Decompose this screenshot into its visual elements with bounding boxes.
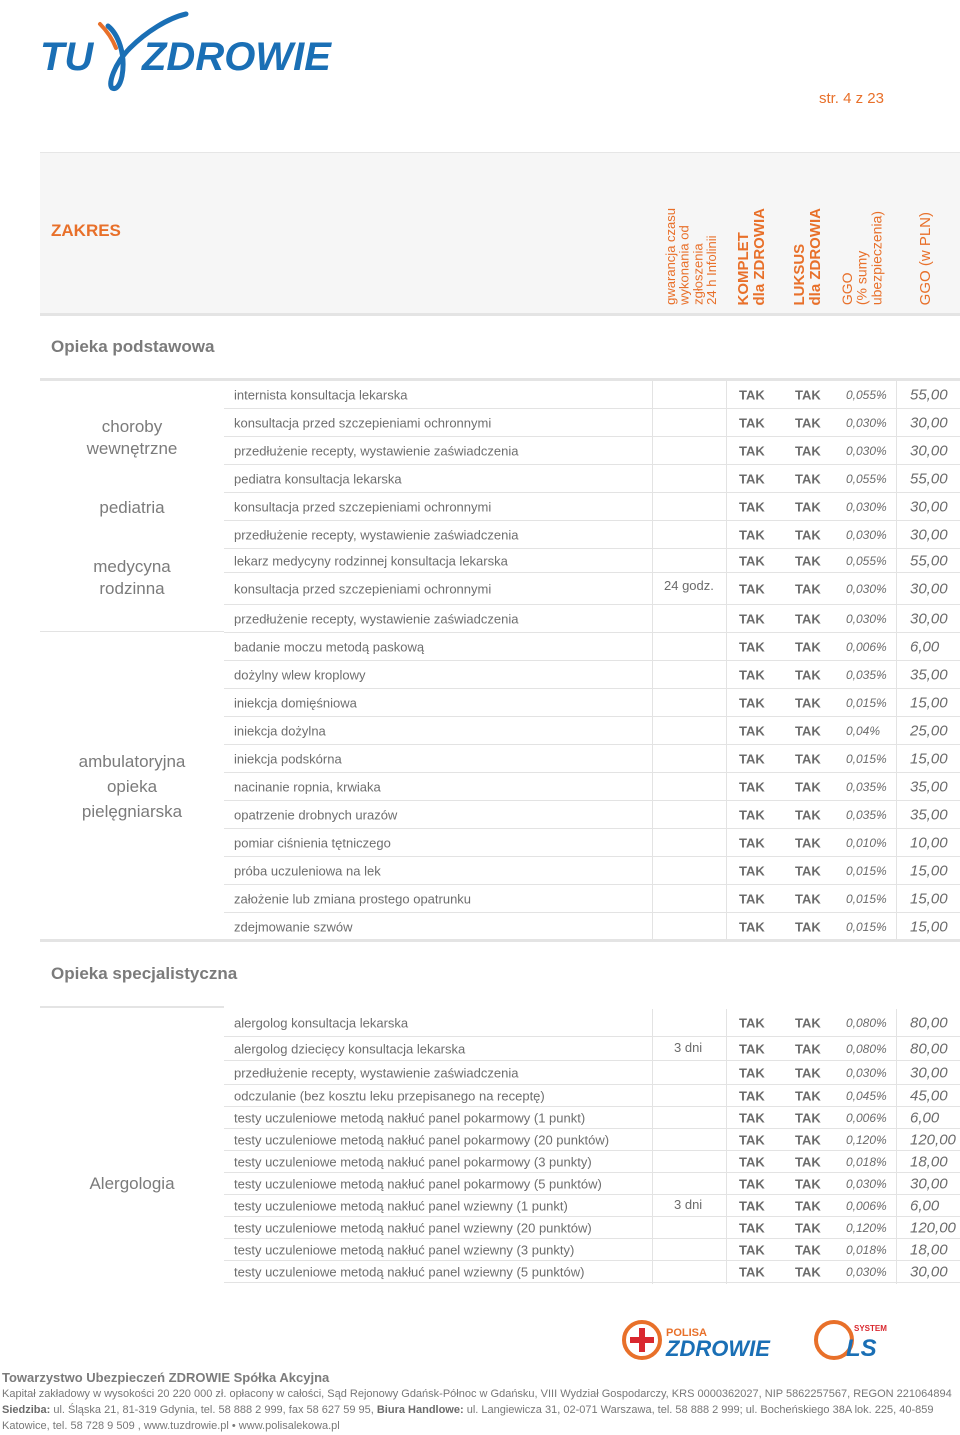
ggo-percent-value: 0,030%	[846, 1264, 887, 1279]
komplet-value: TAK	[739, 919, 765, 934]
ggo-percent-value: 0,006%	[846, 1110, 887, 1125]
section-title-specialist: Opieka specjalistyczna	[51, 964, 238, 983]
service-name: założenie lub zmiana prostego opatrunku	[234, 891, 472, 906]
ggo-percent-value: 0,030%	[846, 581, 887, 596]
table-row	[224, 605, 960, 633]
column-separator	[652, 1009, 653, 1284]
col-header-ggo-percent-line: GGO	[839, 272, 855, 305]
komplet-value: TAK	[739, 779, 765, 794]
group-label-nursing	[40, 749, 224, 824]
ggo-percent-value: 0,080%	[846, 1041, 887, 1056]
col-header-komplet	[736, 208, 768, 306]
ggo-percent-value: 0,035%	[846, 807, 887, 822]
ggo-pln-value: 15,00	[910, 862, 948, 879]
column-separator	[896, 381, 897, 939]
ggo-pln-value: 35,00	[910, 666, 948, 683]
service-name: przedłużenie recepty, wystawienie zaświadczenia	[234, 611, 519, 626]
table-row	[224, 1037, 960, 1061]
ggo-pln-value: 30,00	[910, 1064, 948, 1081]
col-header-luksus	[792, 208, 824, 306]
table-row	[224, 1261, 960, 1283]
ggo-pln-value: 15,00	[910, 694, 948, 711]
luksus-value: TAK	[795, 387, 821, 402]
komplet-value: TAK	[739, 1242, 765, 1257]
col-header-luksus-line: LUKSUS	[791, 243, 808, 305]
ggo-percent-value: 0,030%	[846, 527, 887, 542]
service-name: przedłużenie recepty, wystawienie zaświadczenia	[234, 527, 519, 542]
time-value-special-1: 3 dni	[674, 1040, 703, 1055]
service-name: testy uczuleniowe metodą nakłuć panel wziewny (5 punktów)	[234, 1264, 585, 1279]
col-header-guarantee-line: gwarancja czasu	[663, 208, 678, 305]
service-name: testy uczuleniowe metodą nakłuć panel pokarmowy (1 punkt)	[234, 1110, 586, 1125]
luksus-value: TAK	[795, 695, 821, 710]
komplet-value: TAK	[739, 667, 765, 682]
section-divider	[40, 1006, 224, 1008]
footer-siedziba-value: ul. Śląska 21, 81-319 Gdynia, tel. 58 888 2 999, fax 58 627 59 95,	[50, 1404, 377, 1416]
table-row	[224, 1217, 960, 1239]
ggo-pln-value: 80,00	[910, 1014, 948, 1031]
service-name: pomiar ciśnienia tętniczego	[234, 835, 391, 850]
luksus-value: TAK	[795, 891, 821, 906]
table-row	[224, 829, 960, 857]
ggo-percent-value: 0,006%	[846, 1198, 887, 1213]
service-name: iniekcja podskórna	[234, 751, 342, 766]
table-row	[224, 773, 960, 801]
column-separator	[896, 1009, 897, 1284]
ggo-percent-value: 0,030%	[846, 611, 887, 626]
komplet-value: TAK	[739, 1015, 765, 1030]
footer-company: Towarzystwo Ubezpieczeń ZDROWIE Spółka Akcyjna	[2, 1370, 330, 1385]
table-row	[224, 1061, 960, 1085]
ggo-pln-value: 15,00	[910, 890, 948, 907]
luksus-value: TAK	[795, 1110, 821, 1125]
komplet-value: TAK	[739, 415, 765, 430]
group-label-line: ambulatoryjna	[78, 752, 186, 771]
komplet-value: TAK	[739, 723, 765, 738]
service-name: badanie moczu metodą paskową	[234, 639, 425, 654]
ggo-pln-value: 55,00	[910, 552, 948, 569]
service-name: odczulanie (bez kosztu leku przepisanego na receptę)	[234, 1088, 545, 1103]
footer-line-3: Katowice, tel. 58 728 9 509 , www.tuzdrowie.pl • www.polisalekowa.pl	[2, 1420, 340, 1432]
komplet-value: TAK	[739, 1110, 765, 1125]
ggo-percent-value: 0,055%	[846, 387, 887, 402]
service-name: konsultacja przed szczepieniami ochronnymi	[234, 581, 492, 596]
group-label-line: wewnętrzne	[86, 439, 178, 458]
section-divider	[40, 939, 960, 942]
luksus-value: TAK	[795, 581, 821, 596]
ggo-percent-value: 0,045%	[846, 1088, 887, 1103]
ggo-percent-value: 0,030%	[846, 415, 887, 430]
group-label-line: rodzinna	[99, 579, 165, 598]
ggo-percent-value: 0,018%	[846, 1242, 887, 1257]
logo-text-tu: TU	[40, 35, 94, 79]
group-label-family	[40, 556, 224, 600]
komplet-value: TAK	[739, 835, 765, 850]
luksus-value: TAK	[795, 415, 821, 430]
service-name: pediatra konsultacja lekarska	[234, 471, 402, 486]
ggo-pln-value: 80,00	[910, 1040, 948, 1057]
ggo-percent-value: 0,015%	[846, 695, 887, 710]
ggo-pln-value: 30,00	[910, 414, 948, 431]
table-row	[224, 521, 960, 549]
ggo-pln-value: 30,00	[910, 526, 948, 543]
service-name: lekarz medycyny rodzinnej konsultacja lekarska	[234, 553, 508, 568]
luksus-value: TAK	[795, 1154, 821, 1169]
service-name: konsultacja przed szczepieniami ochronnymi	[234, 415, 492, 430]
komplet-value: TAK	[739, 1065, 765, 1080]
luksus-value: TAK	[795, 919, 821, 934]
komplet-value: TAK	[739, 471, 765, 486]
ggo-pln-value: 45,00	[910, 1087, 948, 1104]
table-row	[224, 1129, 960, 1151]
logo-polisa-small: POLISA	[666, 1327, 707, 1339]
ggo-percent-value: 0,035%	[846, 667, 887, 682]
col-header-guarantee-line: zgłoszenia	[690, 243, 706, 305]
group-label-internal	[40, 416, 224, 460]
luksus-value: TAK	[795, 1220, 821, 1235]
ggo-pln-value: 25,00	[910, 722, 948, 739]
ggo-percent-value: 0,030%	[846, 443, 887, 458]
luksus-value: TAK	[795, 723, 821, 738]
polisa-cross-icon	[630, 1337, 654, 1343]
luksus-value: TAK	[795, 1065, 821, 1080]
service-name: testy uczuleniowe metodą nakłuć panel pokarmowy (3 punkty)	[234, 1154, 592, 1169]
ggo-percent-value: 0,030%	[846, 1176, 887, 1191]
logo-polisa-big: ZDROWIE	[666, 1336, 770, 1361]
col-header-ggo-pln-line: GGO (w PLN)	[917, 211, 934, 305]
ggo-pln-value: 120,00	[910, 1219, 956, 1236]
table-row	[224, 573, 960, 605]
service-name: testy uczuleniowe metodą nakłuć panel wziewny (3 punkty)	[234, 1242, 575, 1257]
table-row	[224, 913, 960, 941]
col-header-ggo-pln	[918, 212, 934, 305]
col-header-ggo-percent-line: (% sumy	[853, 250, 870, 305]
luksus-value: TAK	[795, 553, 821, 568]
table-row	[224, 1107, 960, 1129]
ggo-pln-value: 10,00	[910, 834, 948, 851]
service-name: zdejmowanie szwów	[234, 919, 353, 934]
ggo-pln-value: 18,00	[910, 1153, 948, 1170]
luksus-value: TAK	[795, 1088, 821, 1103]
service-name: alergolog dziecięcy konsultacja lekarska	[234, 1041, 466, 1056]
table-row	[224, 689, 960, 717]
komplet-value: TAK	[739, 1198, 765, 1213]
footer-siedziba-label: Siedziba:	[2, 1404, 51, 1416]
footer	[2, 1370, 958, 1434]
luksus-value: TAK	[795, 835, 821, 850]
group-label-line: medycyna	[93, 557, 171, 576]
col-header-guarantee-line: wykonania od	[676, 225, 692, 305]
ggo-pln-value: 30,00	[910, 580, 948, 597]
ggo-pln-value: 15,00	[910, 750, 948, 767]
ggo-percent-value: 0,120%	[846, 1132, 887, 1147]
luksus-value: TAK	[795, 1132, 821, 1147]
komplet-value: TAK	[739, 891, 765, 906]
group-label-allergology: Alergologia	[89, 1174, 175, 1193]
col-header-guarantee-time	[664, 208, 719, 305]
komplet-value: TAK	[739, 581, 765, 596]
table-row	[224, 381, 960, 409]
komplet-value: TAK	[739, 639, 765, 654]
ggo-percent-value: 0,015%	[846, 751, 887, 766]
luksus-value: TAK	[795, 1015, 821, 1030]
table-row	[224, 465, 960, 493]
ggo-percent-value: 0,080%	[846, 1015, 887, 1030]
col-header-ggo-percent	[840, 211, 884, 305]
service-name: internista konsultacja lekarska	[234, 387, 408, 402]
ggo-percent-value: 0,055%	[846, 471, 887, 486]
komplet-value: TAK	[739, 1220, 765, 1235]
ggo-percent-value: 0,015%	[846, 863, 887, 878]
tu-zdrowie-logo-graphic	[38, 4, 368, 94]
time-value-basic: 24 godz.	[664, 578, 714, 593]
logo-ls-big: LS	[846, 1335, 877, 1362]
luksus-value: TAK	[795, 1264, 821, 1279]
table-row	[224, 1151, 960, 1173]
ggo-percent-value: 0,04%	[846, 723, 881, 738]
ggo-pln-value: 30,00	[910, 610, 948, 627]
column-separator	[652, 381, 653, 939]
ggo-percent-value: 0,006%	[846, 639, 887, 654]
col-header-ggo-percent-line: ubezpieczenia)	[868, 210, 885, 305]
komplet-value: TAK	[739, 751, 765, 766]
table-row	[224, 409, 960, 437]
group-label-line: pielęgniarska	[81, 802, 183, 821]
komplet-value: TAK	[739, 1041, 765, 1056]
service-name: dożylny wlew kroplowy	[234, 667, 366, 682]
ggo-percent-value: 0,018%	[846, 1154, 887, 1169]
service-name: nacinanie ropnia, krwiaka	[234, 779, 381, 794]
komplet-value: TAK	[739, 553, 765, 568]
ggo-percent-value: 0,015%	[846, 919, 887, 934]
col-header-luksus-line: dla ZDROWIA	[806, 207, 824, 305]
service-name: iniekcja dożylna	[234, 723, 326, 738]
tu-zdrowie-logo	[38, 4, 368, 94]
luksus-value: TAK	[795, 527, 821, 542]
ggo-percent-value: 0,120%	[846, 1220, 887, 1235]
ggo-pln-value: 15,00	[910, 918, 948, 935]
ggo-pln-value: 30,00	[910, 1175, 948, 1192]
luksus-value: TAK	[795, 863, 821, 878]
ggo-pln-value: 6,00	[910, 1197, 940, 1214]
group-label-line: pediatria	[99, 498, 165, 517]
table-row	[224, 1195, 960, 1217]
luksus-value: TAK	[795, 667, 821, 682]
komplet-value: TAK	[739, 1088, 765, 1103]
service-name: testy uczuleniowe metodą nakłuć panel wziewny (20 punktów)	[234, 1220, 592, 1235]
table-row	[224, 857, 960, 885]
logo-text-zdrowie: ZDROWIE	[142, 35, 331, 79]
luksus-value: TAK	[795, 1041, 821, 1056]
ggo-pln-value: 35,00	[910, 778, 948, 795]
service-name: przedłużenie recepty, wystawienie zaświadczenia	[234, 1065, 519, 1080]
luksus-value: TAK	[795, 751, 821, 766]
ggo-pln-value: 18,00	[910, 1241, 948, 1258]
ggo-pln-value: 55,00	[910, 386, 948, 403]
komplet-value: TAK	[739, 1154, 765, 1169]
service-name: testy uczuleniowe metodą nakłuć panel pokarmowy (20 punktów)	[234, 1132, 610, 1147]
komplet-value: TAK	[739, 695, 765, 710]
komplet-value: TAK	[739, 1132, 765, 1147]
ggo-pln-value: 35,00	[910, 806, 948, 823]
luksus-value: TAK	[795, 471, 821, 486]
komplet-value: TAK	[739, 1264, 765, 1279]
table-row	[224, 1009, 960, 1037]
komplet-value: TAK	[739, 499, 765, 514]
footer-logos	[620, 1314, 900, 1366]
column-separator	[726, 1009, 727, 1284]
group-label-pediatrics	[40, 497, 224, 519]
luksus-value: TAK	[795, 639, 821, 654]
footer-biura-value: ul. Langiewicza 31, 02-071 Warszawa, tel. 58 888 2 999; ul. Bocheńskiego 38A lok. 225, 40-859	[463, 1404, 934, 1416]
service-name: przedłużenie recepty, wystawienie zaświadczenia	[234, 443, 519, 458]
ggo-percent-value: 0,015%	[846, 891, 887, 906]
komplet-value: TAK	[739, 387, 765, 402]
service-name: testy uczuleniowe metodą nakłuć panel wziewny (1 punkt)	[234, 1198, 568, 1213]
table-header	[40, 152, 960, 316]
luksus-value: TAK	[795, 1242, 821, 1257]
komplet-value: TAK	[739, 611, 765, 626]
logo-ls-small: SYSTEM	[854, 1324, 887, 1333]
ggo-percent-value: 0,030%	[846, 1065, 887, 1080]
ggo-percent-value: 0,030%	[846, 499, 887, 514]
komplet-value: TAK	[739, 863, 765, 878]
service-name: iniekcja domięśniowa	[234, 695, 357, 710]
table-row	[224, 717, 960, 745]
group-label-line: opieka	[106, 777, 158, 796]
footer-biura-label: Biura Handlowe:	[376, 1404, 464, 1416]
footer-line-2	[2, 1402, 958, 1418]
komplet-value: TAK	[739, 443, 765, 458]
ggo-pln-value: 6,00	[910, 1109, 940, 1126]
komplet-value: TAK	[739, 1176, 765, 1191]
ggo-pln-value: 120,00	[910, 1131, 956, 1148]
table-row	[224, 633, 960, 661]
luksus-value: TAK	[795, 611, 821, 626]
ggo-pln-value: 6,00	[910, 638, 940, 655]
komplet-value: TAK	[739, 527, 765, 542]
luksus-value: TAK	[795, 779, 821, 794]
table-row	[224, 549, 960, 573]
ggo-pln-value: 30,00	[910, 1263, 948, 1280]
service-name: próba uczuleniowa na lek	[234, 863, 381, 878]
ggo-pln-value: 30,00	[910, 442, 948, 459]
luksus-value: TAK	[795, 443, 821, 458]
komplet-value: TAK	[739, 807, 765, 822]
table-row	[224, 1085, 960, 1107]
service-name: opatrzenie drobnych urazów	[234, 807, 398, 822]
ggo-percent-value: 0,010%	[846, 835, 887, 850]
column-separator	[726, 381, 727, 939]
time-value-special-2: 3 dni	[674, 1197, 703, 1212]
ggo-percent-value: 0,055%	[846, 553, 887, 568]
table-row	[224, 437, 960, 465]
group-divider	[40, 631, 224, 632]
table-row	[224, 745, 960, 773]
group-label-line: choroby	[101, 417, 163, 436]
service-name: testy uczuleniowe metodą nakłuć panel pokarmowy (5 punktów)	[234, 1176, 602, 1191]
col-header-komplet-line: dla ZDROWIA	[750, 207, 768, 305]
zakres-heading: ZAKRES	[51, 221, 121, 240]
section-title-basic: Opieka podstawowa	[51, 337, 215, 356]
ggo-percent-value: 0,035%	[846, 779, 887, 794]
service-name: konsultacja przed szczepieniami ochronnymi	[234, 499, 492, 514]
table-row	[224, 1173, 960, 1195]
table-row	[224, 801, 960, 829]
table-row	[224, 1239, 960, 1261]
ggo-pln-value: 55,00	[910, 470, 948, 487]
table-row	[224, 661, 960, 689]
luksus-value: TAK	[795, 807, 821, 822]
page-number: str. 4 z 23	[818, 90, 884, 107]
ggo-pln-value: 30,00	[910, 498, 948, 515]
luksus-value: TAK	[795, 1198, 821, 1213]
table-row	[224, 885, 960, 913]
footer-logos-graphic	[620, 1314, 900, 1366]
footer-line-1: Kapitał zakładowy w wysokości 20 220 000 zł. opłacony w całości, Sąd Rejonowy Gdańsk-Północ w Gdańsku, VIII Wydział Gospodarczy, KRS 0000362027, NIP 5862257567, REGON 221064894	[2, 1388, 952, 1400]
col-header-komplet-line: KOMPLET	[735, 231, 752, 305]
table-row	[224, 493, 960, 521]
service-name: alergolog konsultacja lekarska	[234, 1015, 409, 1030]
luksus-value: TAK	[795, 499, 821, 514]
luksus-value: TAK	[795, 1176, 821, 1191]
col-header-guarantee-line: 24 h Infolinii	[703, 235, 719, 305]
